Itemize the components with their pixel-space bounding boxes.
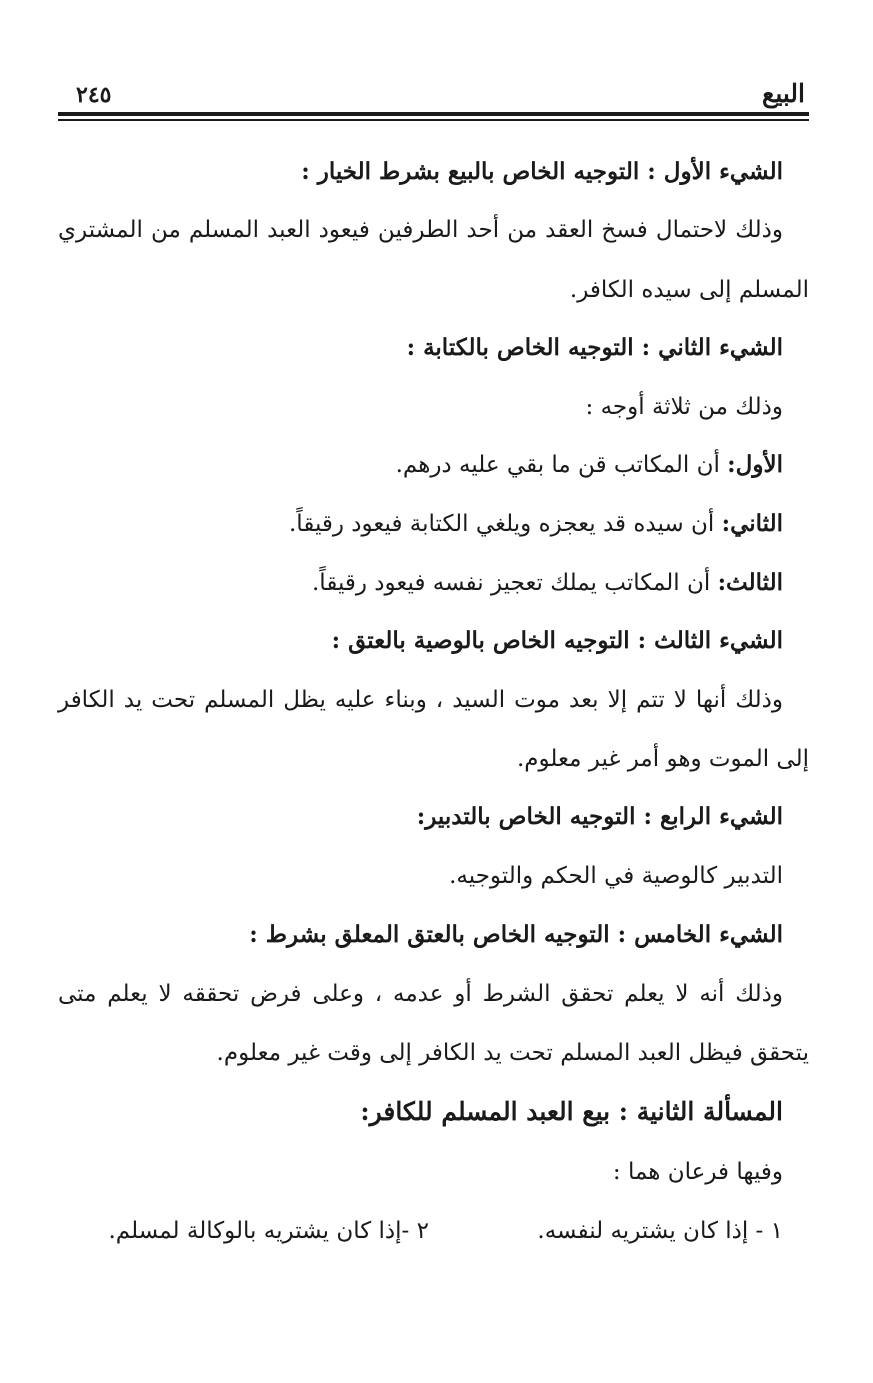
paragraph-branches-intro: وفيها فرعان هما : <box>612 1159 783 1185</box>
header-rule-thin <box>58 119 809 121</box>
heading-second-thing: الشيء الثاني : التوجيه الخاص بالكتابة : <box>406 334 783 361</box>
heading-fourth-thing: الشيء الرابع : التوجيه الخاص بالتدبير: <box>416 803 783 830</box>
branch-item-1: ١ - إذا كان يشتريه لنفسه. <box>537 1218 783 1244</box>
chapter-title: البيع <box>762 79 805 108</box>
branch-item-2: ٢ -إذا كان يشتريه بالوكالة لمسلم. <box>108 1218 429 1244</box>
paragraph-third-thing-line2: إلى الموت وهو أمر غير معلوم. <box>517 746 809 772</box>
paragraph-first-thing-line2: المسلم إلى سيده الكافر. <box>569 277 809 303</box>
section-title-second-issue: المسألة الثانية : بيع العبد المسلم للكافر: <box>360 1097 783 1126</box>
heading-third-thing: الشيء الثالث : التوجيه الخاص بالوصية بالعتق : <box>331 627 783 654</box>
aspect-third <box>312 563 783 603</box>
heading-first-thing: الشيء الأول : التوجيه الخاص بالبيع بشرط الخيار : <box>301 158 783 185</box>
paragraph-second-thing: وذلك من ثلاثة أوجه : <box>585 394 783 420</box>
paragraph-fourth-thing: التدبير كالوصية في الحكم والتوجيه. <box>449 863 783 889</box>
page-header <box>58 72 809 108</box>
aspect-first <box>396 445 783 485</box>
aspect-third-text: أن المكاتب يملك تعجيز نفسه فيعود رقيقاً. <box>312 570 711 596</box>
paragraph-first-thing-line1: وذلك لاحتمال فسخ العقد من أحد الطرفين فيعود العبد المسلم من المشتري <box>58 217 783 243</box>
paragraph-third-thing-line1: وذلك أنها لا تتم إلا بعد موت السيد ، وبناء عليه يظل المسلم تحت يد الكافر <box>58 687 783 713</box>
aspect-second-text: أن سيده قد يعجزه ويلغي الكتابة فيعود رقيقاً. <box>289 511 715 537</box>
aspect-second <box>289 504 783 544</box>
heading-fifth-thing: الشيء الخامس : التوجيه الخاص بالعتق المعلق بشرط : <box>249 921 783 948</box>
page-number: ٢٤٥ <box>76 82 112 108</box>
paragraph-fifth-thing-line2: يتحقق فيظل العبد المسلم تحت يد الكافر إلى وقت غير معلوم. <box>216 1040 809 1066</box>
aspect-second-label: الثاني: <box>721 510 783 537</box>
aspect-first-label: الأول: <box>727 451 783 478</box>
aspect-first-text: أن المكاتب قن ما بقي عليه درهم. <box>395 452 720 478</box>
paragraph-fifth-thing-line1: وذلك أنه لا يعلم تحقق الشرط أو عدمه ، وعلى فرض تحققه لا يعلم متى <box>58 981 783 1007</box>
aspect-third-label: الثالث: <box>717 569 783 596</box>
header-rule-thick <box>58 112 809 116</box>
